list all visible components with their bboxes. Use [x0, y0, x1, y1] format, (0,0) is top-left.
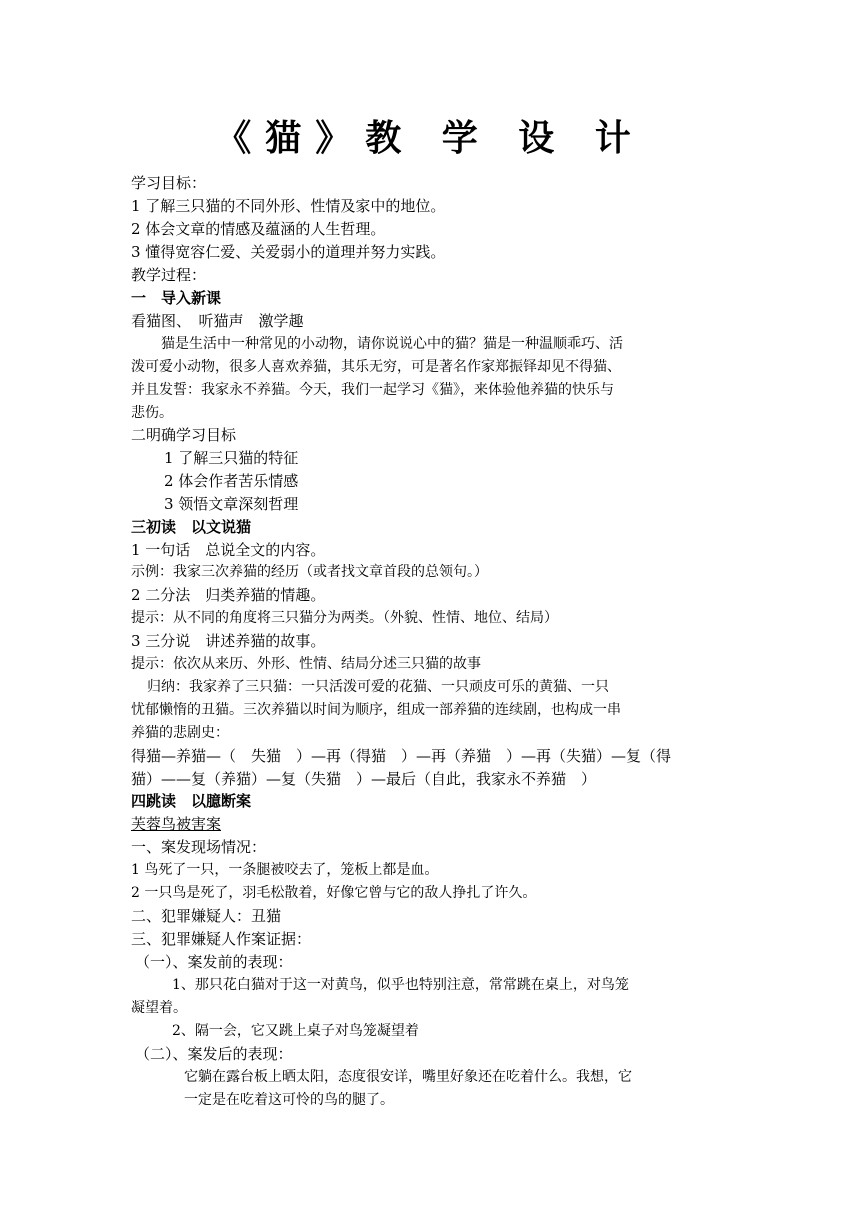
paragraph-line: 猫是生活中一种常见的小动物，请你说说心中的猫？猫是一种温顺乖巧、活 [161, 336, 623, 352]
goal-item: 3 领悟文章深刻哲理 [164, 495, 299, 513]
case-heading: 三、犯罪嫌疑人作案证据： [131, 930, 312, 948]
goal-item: 2 体会作者苦乐情感 [164, 472, 299, 490]
paragraph-line: 泼可爱小动物，很多人喜欢养猫，其乐无穷，可是著名作家郑振铎却见不得猫、 [131, 359, 621, 375]
case-line: 它躺在露台板上晒太阳，态度很安详，嘴里好象还在吃着什么。我想，它 [184, 1069, 632, 1085]
body-line: 3 三分说 讲述养猫的故事。 [131, 632, 326, 650]
case-subheading: （一）、案发前的表现： [135, 953, 293, 971]
case-line: 凝望着。 [131, 1000, 187, 1016]
sequence-line: 猫）——复（养猫）—复（失猫 ）—最后（自此，我家永不养猫 ） [131, 770, 597, 788]
goal-item: 1 了解三只猫的特征 [164, 449, 299, 467]
step-heading: 二明确学习目标 [131, 426, 237, 444]
step-heading: 四跳读 以臆断案 [131, 792, 252, 810]
hint-line: 提示：依次从来历、外形、性情、结局分述三只猫的故事 [131, 656, 481, 672]
case-line: 2 一只鸟是死了，羽毛松散着，好像它曾与它的敌人挣扎了许久。 [131, 885, 537, 901]
example-line: 示例：我家三次养猫的经历（或者找文章首段的总领句。） [131, 564, 488, 580]
body-line: 1 一句话 总说全文的内容。 [131, 541, 326, 559]
document-title: 《猫》教 学 设 计 [215, 117, 645, 159]
step-heading: 三初读 以文说猫 [131, 518, 252, 536]
body-line: 看猫图、 听猫声 激学趣 [131, 312, 304, 330]
case-heading: 一、案发现场情况： [131, 838, 267, 856]
body-line: 2 二分法 归类养猫的情趣。 [131, 586, 326, 604]
case-line: 1、那只花白猫对于这一对黄鸟，似乎也特别注意，常常跳在桌上，对鸟笼 [172, 977, 629, 993]
case-title: 芙蓉鸟被害案 [131, 815, 222, 833]
objective-line: 1 了解三只猫的不同外形、性情及家中的地位。 [131, 197, 446, 215]
paragraph-line: 并且发誓：我家永不养猫。今天，我们一起学习《猫》，来体验他养猫的快乐与 [131, 382, 614, 398]
case-subheading: （二）、案发后的表现： [135, 1045, 293, 1063]
paragraph-line: 忧郁懒惰的丑猫。三次养猫以时间为顺序，组成一部养猫的连续剧，也构成一串 [131, 702, 621, 718]
step-heading: 一 导入新课 [131, 289, 222, 307]
case-line: 1 鸟死了一只，一条腿被咬去了，笼板上都是血。 [131, 862, 439, 878]
case-line: 一定是在吃着这可怜的鸟的腿了。 [184, 1092, 394, 1108]
objective-line: 3 懂得宽容仁爱、关爱弱小的道理并努力实践。 [131, 243, 446, 261]
hint-line: 提示：从不同的角度将三只猫分为两类。（外貌、性情、地位、结局） [131, 610, 558, 626]
section-heading: 教学过程： [131, 266, 207, 284]
objective-line: 2 体会文章的情感及蕴涵的人生哲理。 [131, 220, 386, 238]
case-line: 2、隔一会，它又跳上桌子对鸟笼凝望着 [172, 1023, 419, 1039]
sequence-line: 得猫—养猫—（ 失猫 ）—再（得猫 ）—再（养猫 ）—再（失猫）—复（得 [131, 747, 672, 765]
section-heading: 学习目标： [131, 174, 207, 192]
paragraph-line: 悲伤。 [131, 405, 173, 421]
case-heading: 二、犯罪嫌疑人：丑猫 [131, 907, 282, 925]
paragraph-line: 归纳：我家养了三只猫：一只活泼可爱的花猫、一只顽皮可乐的黄猫、一只 [147, 679, 609, 695]
paragraph-line: 养猫的悲剧史： [131, 725, 229, 741]
